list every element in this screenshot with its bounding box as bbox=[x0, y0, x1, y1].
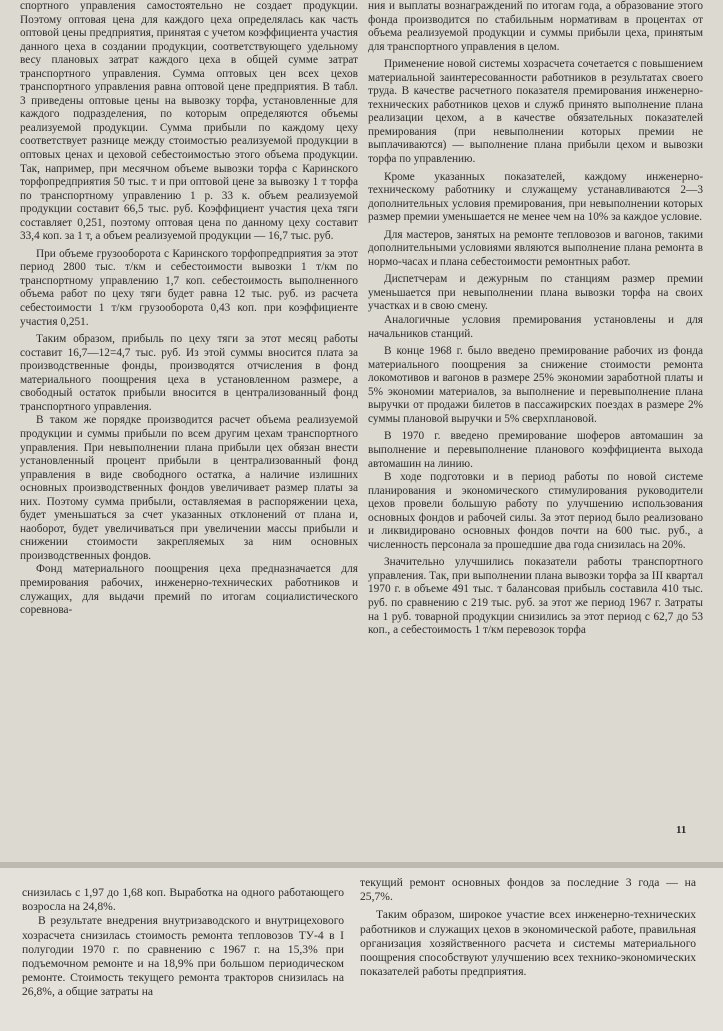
paragraph: Для мастеров, занятых на ремонте тепловозов и вагонов, такими дополнительными условиями являются выполнение плана ремонта в нормо-часах и плана себестоимости ремонтных работ. bbox=[368, 228, 703, 268]
paragraph: спортного управления самостоятельно не создает продукции. Поэтому оптовая цена для каждого цеха определялась как часть оптовой цены предприятия, принятая с учетом коэффициента участия данного цеха в создании продукции, соответствующего удельному весу плановых затрат каждого цеха в общей сумме затрат транспортного управления. Сумма оптовых цен всех цехов транспортного управления равна оптовой цене предприятия. В табл. 3 приведены оптовые цены на вывозку торфа, установленные для каждого подразделения, по которым определяются объемы реализуемой продукции. Сумма прибыли по каждому цеху соответствует разнице между стоимостью реализуемой продукции в оптовых ценах и цеховой себестоимостью этого объема продукции. Так, например, при месячном объеме вывозки торфа с Каринского торфопредприятия 50 тыс. т и при оптовой цене за вывозку 1 т торфа по транспортному управлению 1 р. 33 к. объем реализуемой продукции составит 66,5 тыс. руб. Коэффициент участия цеха тяги составляет 0,251, поэтому оптовая цена по данному цеху составит 33,4 коп. за 1 т, а объем реализуемой продукции — 16,7 тыс. руб. bbox=[20, 0, 358, 243]
left-column bbox=[20, 0, 358, 618]
paragraph: Фонд материального поощрения цеха предназначается для премирования рабочих, инженерно-технических работников и служащих, для выдачи премий по итогам социалистического соревнова- bbox=[20, 563, 358, 617]
paragraph: В ходе подготовки и в период работы по новой системе планирования и экономического стимулирования руководители цехов провели большую работу по улучшению использования основных фондов и рабочей силы. За этот период было реализовано и ликвидировано основных фондов почти на 600 тыс. руб., а численность персонала за прошедшие два года снизилась на 20%. bbox=[368, 471, 703, 551]
paragraph: Диспетчерам и дежурным по станциям размер премии уменьшается при невыполнении плана вывозки торфа на своих участках и в свою смену. bbox=[368, 273, 703, 313]
right-column bbox=[360, 876, 696, 979]
paragraph: Кроме указанных показателей, каждому инженерно-техническому работнику и служащему устанавливаются 2—3 дополнительных условия премирования, при невыполнении которых размер премии уменьшается не менее чем на 10% за каждое условие. bbox=[368, 170, 703, 224]
paragraph: текущий ремонт основных фондов за последние 3 года — на 25,7%. bbox=[360, 876, 696, 904]
page-bottom bbox=[0, 868, 723, 1031]
paragraph: При объеме грузооборота с Каринского торфопредприятия за этот период 2800 тыс. т/км и себестоимости вывозки 1 т/км по транспортному управлению 1,7 коп. себестоимость выполненного объема работ по цеху тяги будет равна 12 тыс. руб. из расчета себестоимости 1 т/км грузооборота 0,43 коп. при коэффициенте участия 0,251. bbox=[20, 247, 358, 328]
paragraph: В результате внедрения внутризаводского и внутрицехового хозрасчета снизилась стоимость ремонта тепловозов ТУ-4 в I полугодии 1970 г. по сравнению с 1967 г. на 15,3% при подъемочном ремонте и на 18,9% при большом периодическом ремонте. Стоимость текущего ремонта тракторов снизилась на 26,8%, а общие затраты на bbox=[22, 914, 344, 999]
paragraph: В 1970 г. введено премирование шоферов автомашин за выполнение и перевыполнение планового коэффициента выхода автомашин на линию. bbox=[368, 430, 703, 470]
paragraph: Значительно улучшились показатели работы транспортного управления. Так, при выполнении плана вывозки торфа за III квартал 1970 г. в объеме 491 тыс. т балансовая прибыль составила 410 тыс. руб. по сравнению с 219 тыс. руб. за этот же период 1967 г. Затраты на 1 руб. товарной продукции снизились за этот период с 62,7 до 53 коп., а себестоимость 1 т/км перевозок торфа bbox=[368, 556, 703, 637]
paragraph: ния и выплаты вознаграждений по итогам года, а образование этого фонда производится по стабильным нормативам в процентах от объема реализуемой продукции и суммы прибыли цеха, принятым для транспортного управления в целом. bbox=[368, 0, 703, 53]
paragraph: снизилась с 1,97 до 1,68 коп. Выработка на одного работающего возросла на 24,8%. bbox=[22, 886, 344, 914]
paragraph: Таким образом, прибыль по цеху тяги за этот месяц работы составит 16,7—12=4,7 тыс. руб. Из этой суммы вносится плата за производственные фонды, производятся отчисления в фонд материального поощрения цеха в установленном размере, а свободный остаток прибыли вносится в централизованный фонд транспортного управления. bbox=[20, 333, 358, 413]
page-number: 11 bbox=[676, 824, 687, 836]
paragraph: В таком же порядке производится расчет объема реализуемой продукции и суммы прибыли по всем другим цехам транспортного управления. При невыполнении плана прибыли цех обязан внести установленный процент прибыли в централизованный фонд управления в виде свободного остатка, а наличие излишних основных производственных фондов увеличивает размер платы за них. Поэтому сумма прибыли, оставляемая в распоряжении цеха, будет уменьшаться за счет указанных отклонений от плана и, наоборот, будет увеличиваться при увеличении массы прибыли и снижении стоимости закрепляемых за ним основных производственных фондов. bbox=[20, 414, 358, 562]
paragraph: Таким образом, широкое участие всех инженерно-технических работников и служащих цехов в экономической работе, правильная организация хозяйственного расчета и системы материального поощрения способствуют улучшению всех технико-экономических показателей работы предприятия. bbox=[360, 908, 696, 979]
left-column bbox=[22, 886, 344, 1000]
right-column bbox=[368, 0, 703, 638]
paragraph: Аналогичные условия премирования установлены и для начальников станций. bbox=[368, 314, 703, 340]
paragraph: Применение новой системы хозрасчета сочетается с повышением материальной заинтересованности работников в результатах своего труда. В качестве расчетного показателя премирования инженерно-технических работников цехов и служб принято выполнение плана реализации цехом, а в качестве обязательных показателей премирования (при невыполнении которых премии не выплачиваются) — выполнение плана прибыли цехом и вывозки торфа по управлению. bbox=[368, 58, 703, 166]
paragraph: В конце 1968 г. было введено премирование рабочих из фонда материального поощрения за снижение стоимости ремонта локомотивов и вагонов в размере 25% экономии заработной платы и 5% экономии материалов, за выполнение и перевыполнение плана выручки от продажи билетов в пассажирских поездах в размере 2% суммы плановой выручки и 5% сверхплановой. bbox=[368, 345, 703, 425]
